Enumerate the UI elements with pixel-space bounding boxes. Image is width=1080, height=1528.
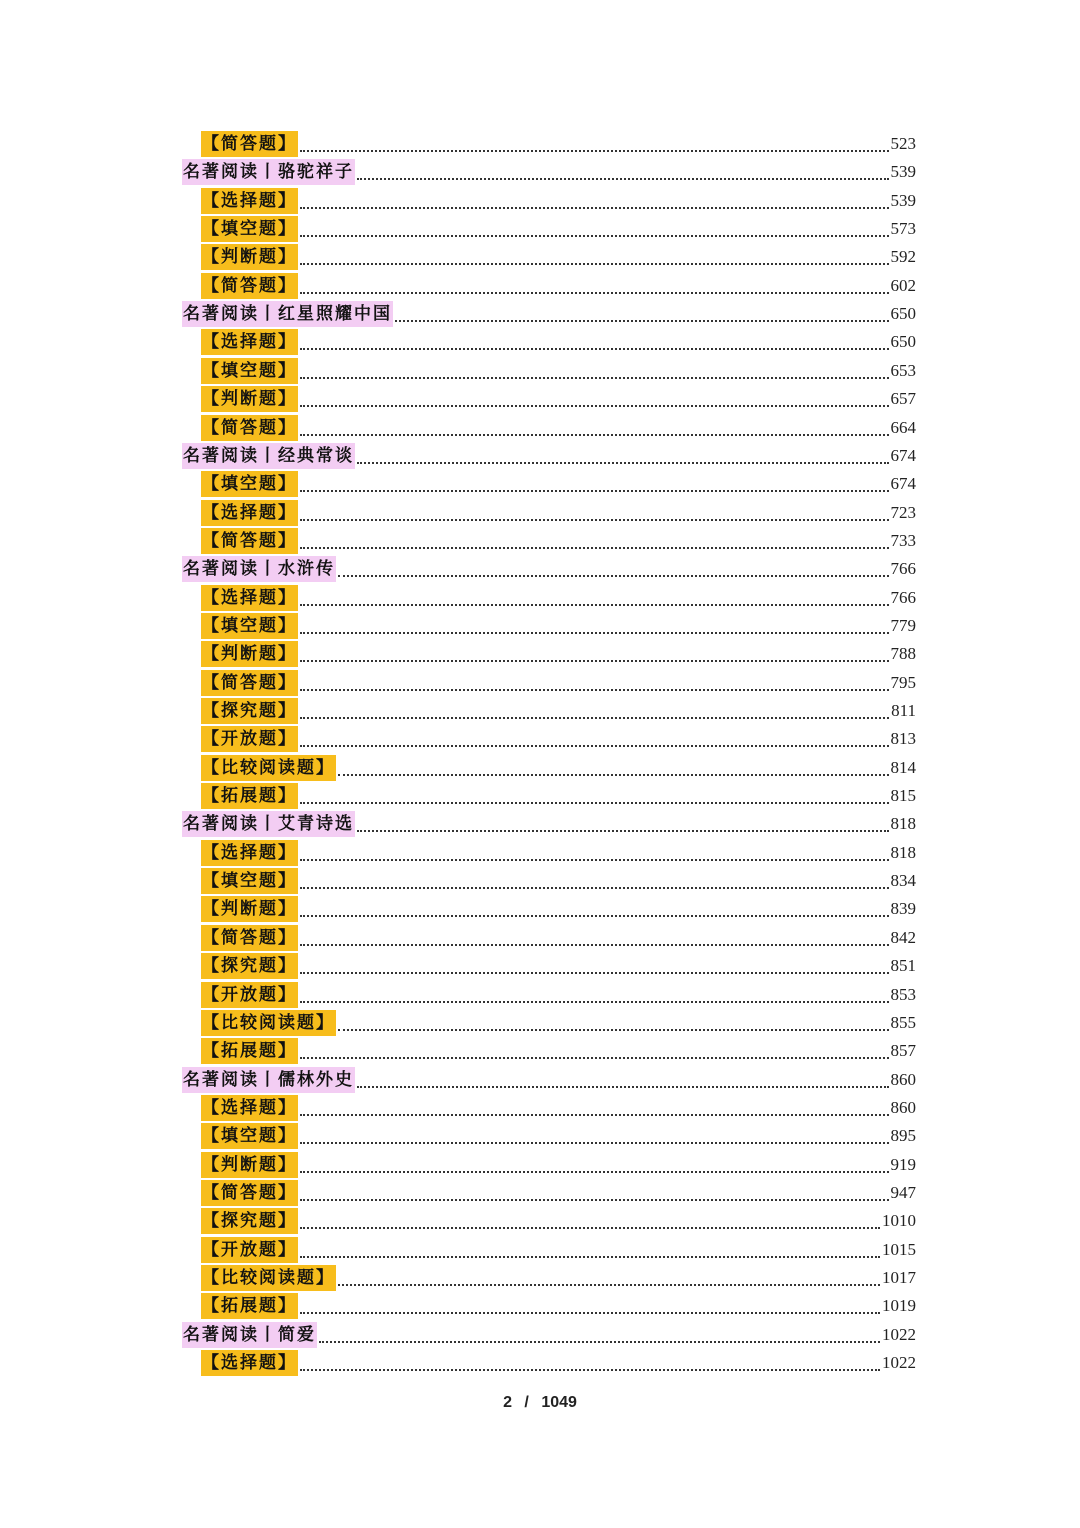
toc-section-entry[interactable]	[201, 1009, 916, 1037]
dot-leader	[300, 1199, 889, 1201]
toc-section-entry[interactable]	[201, 612, 916, 640]
dot-leader	[300, 490, 889, 492]
toc-entry-title: 【填空题】	[201, 613, 298, 639]
dot-leader	[300, 689, 889, 691]
dot-leader	[300, 1312, 880, 1314]
toc-section-entry[interactable]	[201, 243, 916, 271]
toc-chapter-entry[interactable]	[182, 810, 916, 838]
dot-leader	[300, 235, 889, 237]
toc-entry-title: 【简答题】	[201, 1180, 298, 1206]
toc-section-entry[interactable]	[201, 867, 916, 895]
toc-section-entry[interactable]	[201, 725, 916, 753]
toc-page-number: 592	[890, 247, 916, 267]
toc-page-number: 1010	[882, 1211, 916, 1231]
toc-entry-title: 【拓展题】	[201, 1293, 298, 1319]
toc-page-number: 1022	[882, 1324, 916, 1344]
dot-leader	[300, 434, 889, 436]
toc-page-number: 851	[890, 956, 916, 976]
toc-entry-title: 【填空题】	[201, 471, 298, 497]
toc-section-entry[interactable]	[201, 839, 916, 867]
toc-section-entry[interactable]	[201, 272, 916, 300]
dot-leader	[338, 575, 889, 577]
toc-entry-title: 【探究题】	[201, 1208, 298, 1234]
dot-leader	[357, 1086, 889, 1088]
dot-leader	[300, 150, 889, 152]
toc-section-entry[interactable]	[201, 754, 916, 782]
dot-leader	[338, 1284, 880, 1286]
toc-entry-title: 【判断题】	[201, 896, 298, 922]
toc-page-number: 573	[890, 219, 916, 239]
toc-entry-title: 【简答题】	[201, 273, 298, 299]
toc-chapter-entry[interactable]	[182, 1321, 916, 1349]
toc-entry-title: 【选择题】	[201, 329, 298, 355]
toc-entry-title: 【选择题】	[201, 188, 298, 214]
dot-leader	[300, 859, 889, 861]
toc-chapter-entry[interactable]	[182, 442, 916, 470]
toc-entry-title: 【选择题】	[201, 585, 298, 611]
dot-leader	[300, 1369, 880, 1371]
toc-entry-title: 【探究题】	[201, 953, 298, 979]
dot-leader	[338, 774, 889, 776]
toc-section-entry[interactable]	[201, 215, 916, 243]
dot-leader	[300, 1171, 889, 1173]
toc-section-entry[interactable]	[201, 952, 916, 980]
toc-entry-title: 名著阅读丨骆驼祥子	[182, 159, 355, 185]
dot-leader	[319, 1341, 880, 1343]
toc-entry-title: 【判断题】	[201, 244, 298, 270]
dot-leader	[300, 972, 889, 974]
dot-leader	[300, 1114, 889, 1116]
toc-section-entry[interactable]	[201, 640, 916, 668]
toc-page-number: 842	[890, 927, 916, 947]
toc-page-number: 860	[890, 1097, 916, 1117]
dot-leader	[300, 745, 889, 747]
toc-section-entry[interactable]	[201, 584, 916, 612]
dot-leader	[300, 547, 889, 549]
toc-entry-title: 【选择题】	[201, 500, 298, 526]
toc-entry-title: 【开放题】	[201, 726, 298, 752]
toc-page-number: 919	[890, 1154, 916, 1174]
dot-leader	[300, 377, 889, 379]
toc-section-entry[interactable]	[201, 130, 916, 158]
dot-leader	[300, 915, 889, 917]
toc-page-number: 788	[890, 644, 916, 664]
toc-page-number: 650	[890, 332, 916, 352]
toc-page-number: 723	[890, 502, 916, 522]
toc-entry-title: 名著阅读丨经典常谈	[182, 443, 355, 469]
toc-page-number: 815	[890, 786, 916, 806]
toc-section-entry[interactable]	[201, 385, 916, 413]
dot-leader	[300, 632, 889, 634]
toc-section-entry[interactable]	[201, 1236, 916, 1264]
dot-leader	[338, 1029, 889, 1031]
toc-page-number: 857	[890, 1041, 916, 1061]
toc-page-number: 1017	[882, 1268, 916, 1287]
toc-section-entry[interactable]	[201, 187, 916, 215]
toc-page-number: 895	[890, 1126, 916, 1146]
toc-section-entry[interactable]	[201, 669, 916, 697]
toc-page-number: 674	[890, 474, 916, 494]
toc-chapter-entry[interactable]	[182, 300, 916, 328]
toc-section-entry[interactable]	[201, 414, 916, 442]
toc-section-entry[interactable]	[201, 1122, 916, 1150]
dot-leader	[300, 263, 889, 265]
toc-page-number: 602	[890, 275, 916, 295]
dot-leader	[300, 1001, 889, 1003]
toc-section-entry[interactable]	[201, 697, 916, 725]
toc-section-entry[interactable]	[201, 357, 916, 385]
toc-entry-title: 【判断题】	[201, 1152, 298, 1178]
dot-leader	[357, 830, 889, 832]
dot-leader	[300, 1057, 889, 1059]
toc-page-number: 853	[890, 984, 916, 1004]
toc-page-number: 657	[890, 389, 916, 409]
toc-page-number: 653	[890, 360, 916, 380]
toc-entry-title: 【开放题】	[201, 1237, 298, 1263]
toc-entry-title: 【填空题】	[201, 868, 298, 894]
toc-section-entry[interactable]	[201, 895, 916, 923]
dot-leader	[300, 944, 889, 946]
total-page-count: 1049	[541, 1394, 577, 1411]
toc-page-number: 834	[890, 871, 916, 891]
toc-entry-title: 【比较阅读题】	[201, 755, 336, 781]
toc-page-number: 860	[890, 1069, 916, 1089]
toc-section-entry[interactable]	[201, 1207, 916, 1235]
toc-entry-title: 【拓展题】	[201, 1038, 298, 1064]
dot-leader	[300, 660, 889, 662]
toc-page-number: 814	[890, 757, 916, 777]
toc-page-number: 947	[890, 1182, 916, 1202]
dot-leader	[300, 292, 889, 294]
toc-page-number: 818	[890, 842, 916, 862]
toc-entry-title: 【简答题】	[201, 415, 298, 441]
toc-entry-title: 【简答题】	[201, 131, 298, 157]
toc-section-entry[interactable]	[201, 328, 916, 356]
toc-page-number: 650	[890, 304, 916, 324]
dot-leader	[357, 178, 889, 180]
dot-leader	[300, 519, 889, 521]
toc-page-number: 766	[890, 587, 916, 607]
toc-entry-title: 【填空题】	[201, 358, 298, 384]
toc-section-entry[interactable]	[201, 782, 916, 810]
toc-entry-title: 名著阅读丨儒林外史	[182, 1067, 355, 1093]
toc-entry-title: 【比较阅读题】	[201, 1265, 336, 1291]
toc-page-number: 664	[890, 417, 916, 437]
toc-page-number: 539	[890, 162, 916, 182]
toc-entry-title: 【拓展题】	[201, 783, 298, 809]
dot-leader	[300, 604, 889, 606]
toc-page-number: 1015	[882, 1239, 916, 1259]
dot-leader	[395, 320, 889, 322]
toc-entry-title: 名著阅读丨红星照耀中国	[182, 301, 393, 327]
toc-entry-title: 【开放题】	[201, 982, 298, 1008]
toc-page-number: 1019	[882, 1296, 916, 1316]
dot-leader	[300, 887, 889, 889]
toc-page-number: 523	[890, 134, 916, 153]
toc-entry-title: 【选择题】	[201, 1350, 298, 1376]
toc-entry-title: 【选择题】	[201, 1095, 298, 1121]
toc-page-number: 818	[890, 814, 916, 834]
toc-section-entry[interactable]	[201, 1151, 916, 1179]
toc-chapter-entry[interactable]	[182, 158, 916, 186]
toc-section-entry[interactable]	[201, 1349, 916, 1377]
toc-page-number: 813	[890, 729, 916, 749]
current-page-number: 2	[503, 1394, 512, 1411]
dot-leader	[300, 1256, 880, 1258]
toc-entry-title: 【比较阅读题】	[201, 1010, 336, 1036]
toc-section-entry[interactable]	[201, 924, 916, 952]
page-indicator	[0, 1394, 1080, 1412]
toc-entry-title: 【简答题】	[201, 925, 298, 951]
dot-leader	[300, 1227, 880, 1229]
dot-leader	[357, 462, 889, 464]
dot-leader	[300, 405, 889, 407]
toc-entry-title: 【探究题】	[201, 698, 298, 724]
toc-page-number: 539	[890, 190, 916, 210]
toc-page-number: 674	[890, 445, 916, 465]
toc-section-entry[interactable]	[201, 981, 916, 1009]
toc-section-entry[interactable]	[201, 1094, 916, 1122]
dot-leader	[300, 802, 889, 804]
page-separator: /	[524, 1394, 529, 1411]
toc-entry-title: 【判断题】	[201, 641, 298, 667]
toc-section-entry[interactable]	[201, 1264, 916, 1292]
toc-entry-title: 【选择题】	[201, 840, 298, 866]
toc-page-number: 855	[890, 1012, 916, 1032]
toc-page-number: 811	[891, 701, 916, 720]
toc-entry-title: 名著阅读丨水浒传	[182, 556, 336, 582]
toc-entry-title: 名著阅读丨简爱	[182, 1322, 317, 1348]
dot-leader	[300, 1142, 889, 1144]
toc-section-entry[interactable]	[201, 1292, 916, 1320]
dot-leader	[300, 348, 889, 350]
toc-page-number: 779	[890, 615, 916, 635]
toc-page-number: 733	[890, 530, 916, 550]
toc-section-entry[interactable]	[201, 499, 916, 527]
toc-page-number: 795	[890, 672, 916, 692]
toc-page-number: 1022	[882, 1353, 916, 1373]
toc-section-entry[interactable]	[201, 1179, 916, 1207]
toc-section-entry[interactable]	[201, 1037, 916, 1065]
toc-chapter-entry[interactable]	[182, 555, 916, 583]
dot-leader	[300, 717, 889, 719]
toc-entry-title: 【简答题】	[201, 528, 298, 554]
toc-chapter-entry[interactable]	[182, 1066, 916, 1094]
toc-section-entry[interactable]	[201, 470, 916, 498]
dot-leader	[300, 207, 889, 209]
toc-entry-title: 名著阅读丨艾青诗选	[182, 811, 355, 837]
toc-entry-title: 【填空题】	[201, 216, 298, 242]
toc-page-number: 766	[890, 559, 916, 579]
toc-page-number: 839	[890, 899, 916, 919]
toc-entry-title: 【简答题】	[201, 670, 298, 696]
toc-section-entry[interactable]	[201, 527, 916, 555]
toc-entry-title: 【判断题】	[201, 386, 298, 412]
toc-entry-title: 【填空题】	[201, 1123, 298, 1149]
